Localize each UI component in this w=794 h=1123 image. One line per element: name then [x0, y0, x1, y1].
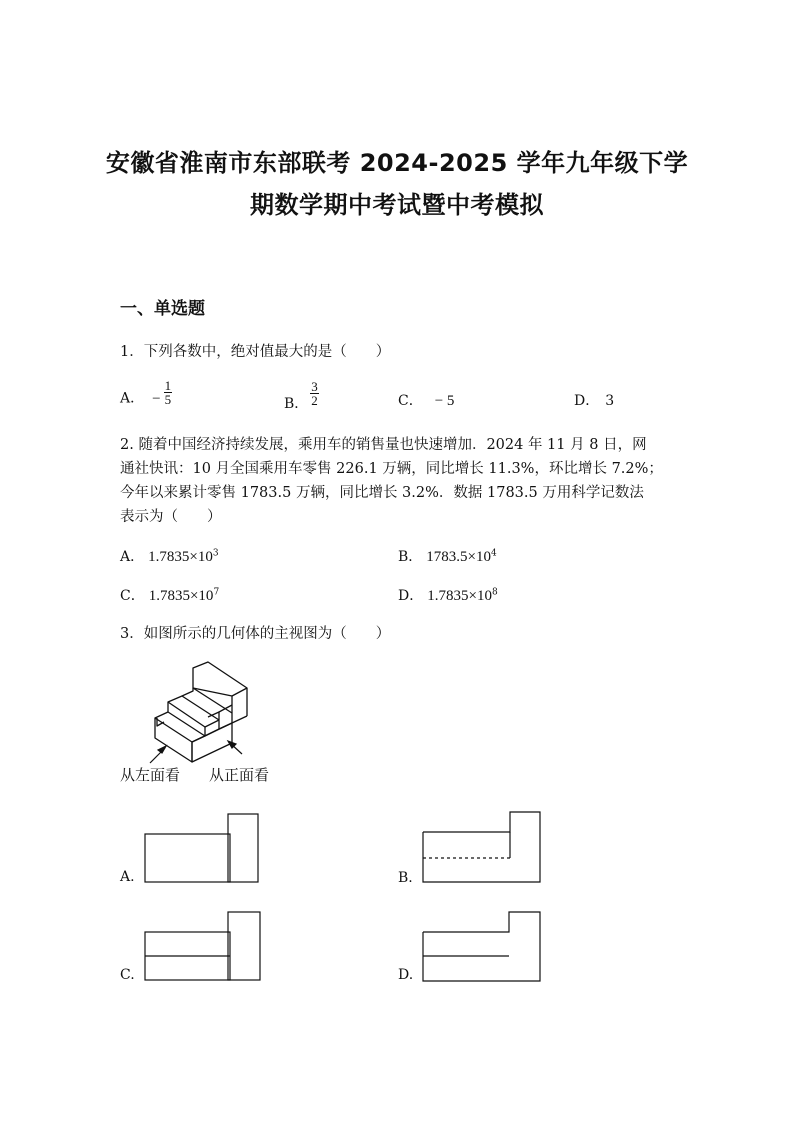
exponent: 4: [491, 548, 497, 559]
question-1-stem: 1．下列各数中，绝对值最大的是（ ）: [120, 344, 391, 360]
option-value: 1.7835×10: [148, 549, 213, 565]
option-value: 1.7835×10: [148, 588, 214, 604]
exponent: 8: [491, 587, 498, 598]
option-label: C．: [120, 588, 145, 604]
minus-sign: −: [152, 390, 161, 407]
option-label: D．: [398, 588, 424, 604]
option-label: C．: [398, 393, 423, 409]
option-c-view: [145, 912, 260, 980]
figure-caption-left: 从左面看: [120, 766, 181, 784]
figure-caption-front: 从正面看: [209, 766, 270, 784]
stem-line: 今年以来累计零售 1783.5 万辆，同比增长 3.2%．数据 1783.5 万用科学记数法: [120, 485, 644, 501]
exponent: 3: [212, 548, 219, 559]
q3-option-d-label: D.: [398, 967, 414, 983]
option-d-view: [423, 912, 540, 981]
numerator: 3: [311, 379, 318, 394]
option-label: B．: [284, 395, 309, 412]
option-label: B．: [398, 549, 423, 565]
option-label: D．: [574, 393, 600, 409]
question-3-stem: 3．如图所示的几何体的主视图为（ ）: [120, 626, 391, 642]
option-value: 1.7835×10: [427, 588, 492, 604]
section-heading: 一、单选题: [120, 299, 205, 319]
option-value: 3: [605, 393, 615, 409]
stem-line: 2. 随着中国经济持续发展，乘用车的销售量也快速增加．2024 年 11 月 8 日，网: [120, 437, 647, 453]
option-value: 1783.5×10: [426, 549, 492, 565]
arrow-icon: [150, 746, 166, 763]
option-label: A．: [120, 549, 145, 565]
denominator: 2: [311, 393, 318, 408]
numerator: 1: [164, 378, 172, 393]
arrow-icon: [228, 741, 242, 754]
q3-option-b-label: B.: [398, 870, 413, 886]
stem-line: 通社快讯：10 月全国乘用车零售 226.1 万辆，同比增长 11.3%，环比增长 7.2%；: [120, 461, 663, 477]
option-label: A．: [120, 390, 145, 407]
exponent: 7: [213, 587, 220, 598]
q3-option-a-label: A.: [120, 869, 135, 885]
option-value: − 5: [434, 393, 455, 409]
option-b-view: [423, 812, 540, 882]
q3-option-c-label: C.: [120, 967, 135, 983]
stem-line: 表示为（ ）: [120, 509, 222, 525]
option-a-view: [145, 814, 258, 882]
document-title-line-2: 期数学期中考试暨中考模拟: [250, 191, 544, 219]
document-title-line-1: 安徽省淮南市东部联考 2024-2025 学年九年级下学: [105, 149, 689, 177]
denominator: 5: [164, 392, 172, 407]
